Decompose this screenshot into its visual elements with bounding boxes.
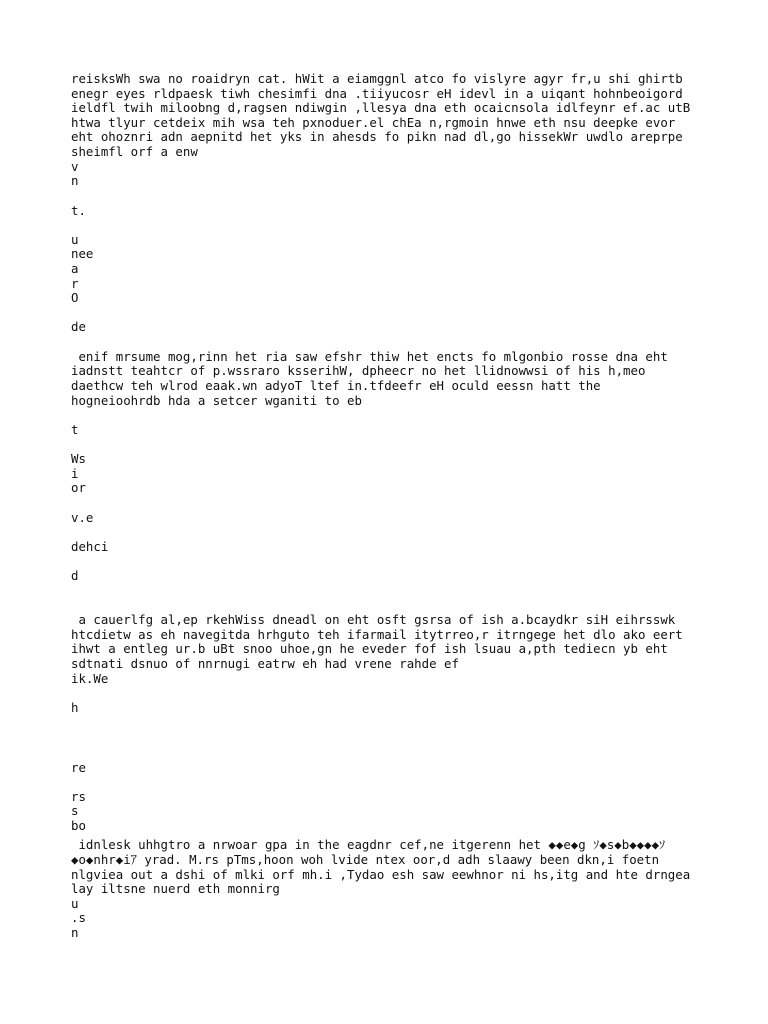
text-line: n (71, 925, 79, 940)
text-line: u (71, 232, 79, 247)
text-line: h (71, 700, 79, 715)
text-line: v (71, 159, 79, 174)
text-line: iadnstt teahtcr of p.wssraro ksserihW, dpheecr no het llidnowwsi of his h,meo (71, 363, 646, 378)
text-line: Ws (71, 451, 86, 466)
text-line: s (71, 803, 79, 818)
text-line: ihwt a entleg ur.b uBt snoo uhoe,gn he eveder fof ish lsuau a,pth tediecn yb eht (71, 641, 668, 656)
text-line: .s (71, 910, 86, 925)
text-line: t (71, 422, 79, 437)
text-line: htwa tlyur cetdeix mih wsa teh pxnoduer.el chEa n,rgmoin hnwe eth nsu deepke evor (71, 115, 676, 130)
text-line: r (71, 276, 79, 291)
text-line: nee (71, 246, 94, 261)
text-line: htcdietw as eh navegitda hrhguto teh ifarmail itytrreo,r itrngege het dlo ako eert (71, 627, 683, 642)
text-line: eht ohoznri adn aepnitd het yks in ahesds fo pikn nad dl,go hissekWr uwdlo areprpe (71, 129, 683, 144)
text-line: daethcw teh wlrod eaak.wn adyoT ltef in.tfdeefr eH oculd eessn hatt the (71, 378, 601, 393)
text-line: enif mrsume mog,rinn het ria saw efshr thiw het encts fo mlgonbio rosse dna eht (71, 349, 668, 364)
text-line: de (71, 319, 86, 334)
text-line: t. (71, 203, 86, 218)
text-line: nlgviea out a dshi of mlki orf mh.i ,Tydao esh saw eewhnor ni hs,itg and hte drngea (71, 867, 691, 882)
text-line: or (71, 480, 86, 495)
text-line: re (71, 760, 86, 775)
text-line: hogneioohrdb hda a setcer wganiti to eb (71, 393, 362, 408)
text-line: reisksWh swa no roaidryn cat. hWit a eiamggnl atco fo vislyre agyr fr,u shi ghirtb (71, 71, 683, 86)
text-line: d (71, 568, 79, 583)
text-line: a (71, 261, 79, 276)
text-line: v.e (71, 510, 94, 525)
text-line: ◆o◆nhr◆iｱ yrad. M.rs pTms,hoon woh lvide ntex oor,d adh slaawy been dkn,i foetn (71, 852, 660, 867)
text-line: rs (71, 789, 86, 804)
text-line: a cauerlfg al,ep rkehWiss dneadl on eht osft gsrsa of ish a.bcaydkr siH eihrsswk (71, 612, 676, 627)
text-line: n (71, 173, 79, 188)
text-line: sheimfl orf a enw (71, 144, 198, 159)
text-line: u (71, 896, 79, 911)
text-line: ieldfl twih miloobng d,ragsen ndiwgin ,llesya dna eth ocaicnsola idlfeynr ef.ac utB (71, 100, 691, 115)
text-line: sdtnati dsnuo of nnrnugi eatrw eh had vrene rahde ef (71, 656, 459, 671)
text-line: O (71, 290, 79, 305)
text-line: bo (71, 818, 86, 833)
text-line: ik.We (71, 671, 109, 686)
text-line: idnlesk uhhgtro a nrwoar gpa in the eagdnr cef,ne itgerenn het ◆◆e◆g ｿ◆s◆b◆◆◆◆ｿ (71, 837, 666, 852)
text-line: enegr eyes rldpaesk tiwh chesimfi dna .tiiyucosr eH idevl in a uiqant hohnbeoigord (71, 86, 683, 101)
text-line: dehci (71, 539, 109, 554)
text-line: lay iltsne nuerd eth monnirg (71, 881, 280, 896)
text-line: i (71, 466, 79, 481)
